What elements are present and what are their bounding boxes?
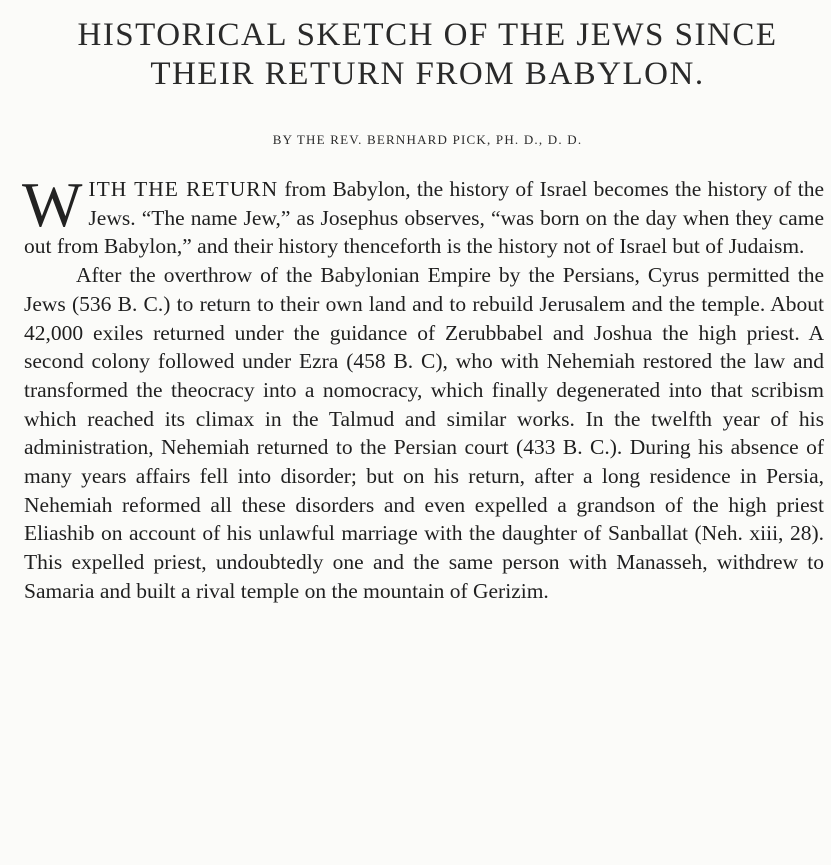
paragraph-1-text: from Babylon, the history of Israel becomes the history of the Jews. “The name Jew,” as Josephus observes, “was born on the day when they came out from Babylon,” and their history thenceforth is the history not of Israel but of Judaism. bbox=[24, 177, 824, 259]
article-byline: BY THE REV. BERNHARD PICK, PH. D., D. D. bbox=[272, 132, 583, 147]
paragraph-1 bbox=[22, 169, 824, 261]
article-title-line-2: THEIR RETURN FROM BABYLON. bbox=[150, 56, 705, 92]
article-body bbox=[22, 169, 824, 606]
paragraph-2-text: After the overthrow of the Babylonian Empire by the Persians, Cyrus permitted the Jews (536 B. C.) to return to their own land and to rebuild Jerusalem and the temple. About 42,000 exiles returned under the guidance of Zerubbabel and Joshua the high priest. A second colony followed under Ezra (458 B. C), who with Nehemiah restored the law and transformed the theocracy into a nomocracy, which finally degenerated into that scribism which reached its climax in the Talmud and similar works. In the twelfth year of his administration, Nehemiah returned to the Persian court (433 B. C.). During his absence of many years affairs fell into disorder; but on his return, after a long residence in Persia, Nehemiah reformed all these disorders and even expelled a grandson of the high priest Eliashib on account of his unlawful marriage with the daughter of Sanballat (Neh. xiii, 28). This expelled priest, undoubtedly one and the same person with Manasseh, withdrew to Samaria and built a rival temple on the mountain of Gerizim. bbox=[24, 263, 824, 603]
drop-cap: W bbox=[22, 169, 83, 240]
paragraph-2 bbox=[24, 261, 824, 605]
article-title bbox=[24, 0, 831, 94]
article-title-line-1: HISTORICAL SKETCH OF THE JEWS SINCE bbox=[77, 17, 778, 53]
lead-in-caps: ITH THE RETURN bbox=[88, 177, 279, 201]
